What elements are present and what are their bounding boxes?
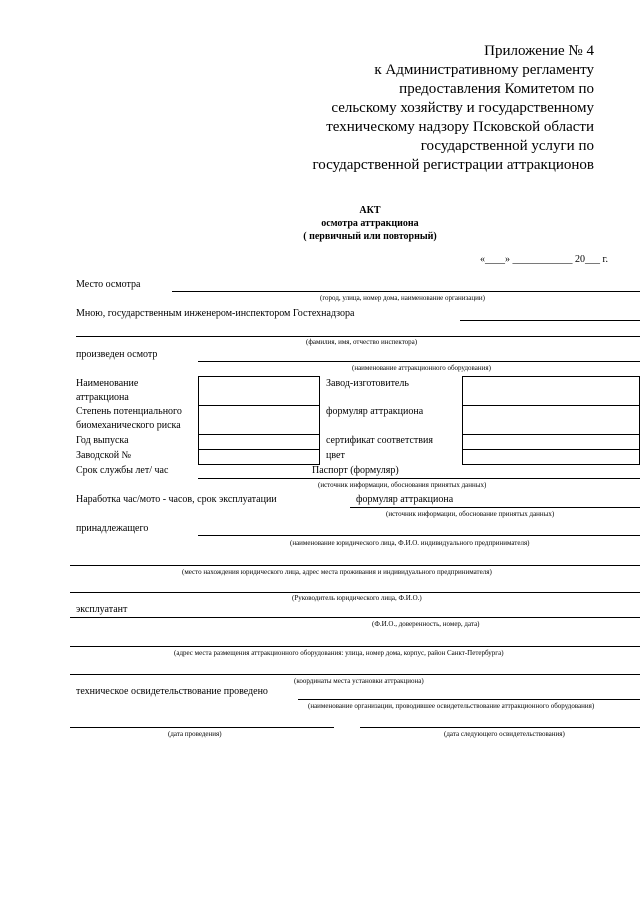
place-input-line[interactable]	[172, 291, 640, 292]
exam-input-line[interactable]	[298, 699, 640, 700]
exam-label: техническое освидетельствование проведено	[76, 686, 268, 697]
inspector-hint: (фамилия, имя, отчество инспектора)	[306, 338, 418, 346]
place-label: Место осмотра	[76, 279, 141, 290]
inspector-input-line[interactable]	[460, 320, 640, 321]
risk-box[interactable]	[198, 405, 320, 435]
manufacturer-label: Завод-изготовитель	[326, 378, 409, 389]
color-box[interactable]	[462, 449, 640, 465]
owner-label: принадлежащего	[76, 523, 149, 534]
owner-input-line[interactable]	[198, 535, 640, 536]
cert-box[interactable]	[462, 434, 640, 450]
date-next-hint: (дата следующего освидетельствования)	[444, 730, 565, 738]
date-next-line[interactable]	[360, 727, 640, 728]
serial-label: Заводской №	[76, 450, 132, 461]
source-hint-2: (источник информации, обоснование принятых данных)	[386, 510, 555, 518]
service-label: Срок службы лет/ час	[76, 465, 169, 476]
cert-label: сертификат соответствия	[326, 435, 433, 446]
name-label-2: аттракциона	[76, 392, 129, 403]
appendix-header	[174, 42, 594, 175]
passport-label: Паспорт (формуляр)	[312, 465, 399, 476]
head-hint: (Руководитель юридического лица, Ф.И.О.)	[292, 594, 422, 602]
formular-box[interactable]	[462, 405, 640, 435]
risk-label-2: биомеханического риска	[76, 420, 181, 431]
title-line: ( первичный или повторный)	[303, 231, 437, 242]
date-field[interactable]: «____» ____________ 20___ г.	[480, 254, 608, 265]
operator-input-line[interactable]	[70, 617, 640, 618]
title-line: осмотра аттракциона	[321, 218, 419, 229]
year-box[interactable]	[198, 434, 320, 450]
place-hint: (город, улица, номер дома, наименование организации)	[320, 294, 485, 302]
year-label: Год выпуска	[76, 435, 129, 446]
title-line: АКТ	[359, 205, 381, 216]
address-hint: (адрес места размещения аттракционного оборудования: улица, номер дома, корпус, район Санкт-Петербурга)	[174, 649, 504, 657]
hours-input-line[interactable]	[350, 507, 640, 508]
inspector-input-line-2[interactable]	[76, 336, 640, 337]
color-label: цвет	[326, 450, 345, 461]
hours-label: Наработка час/мото - часов, срок эксплуатации	[76, 494, 277, 505]
inspector-label: Мною, государственным инженером-инспектором Гостехнадзора	[76, 308, 355, 319]
performed-hint: (наименование аттракционного оборудования)	[352, 364, 491, 372]
head-input-line[interactable]	[70, 592, 640, 593]
header-line: Приложение № 4	[484, 43, 594, 59]
exam-hint: (наименование организации, проводившее освидетельствование аттракционного оборудования)	[308, 702, 595, 710]
risk-label: Степень потенциального	[76, 406, 182, 417]
operator-hint: (Ф.И.О., доверенность, номер, дата)	[372, 620, 480, 628]
address-input-line[interactable]	[70, 646, 640, 647]
performed-label: произведен осмотр	[76, 349, 158, 360]
date-done-line[interactable]	[70, 727, 334, 728]
header-line: государственной регистрации аттракционов	[312, 157, 594, 173]
location-hint: (место нахождения юридического лица, адрес места проживания и индивидуального предпринимателя)	[182, 568, 492, 576]
document-title	[250, 204, 490, 243]
owner-hint: (наименование юридического лица, Ф.И.О. индивидуального предпринимателя)	[290, 539, 530, 547]
formular-label-2: формуляр аттракциона	[356, 494, 454, 505]
operator-label: эксплуатант	[76, 604, 128, 615]
name-box[interactable]	[198, 376, 320, 406]
coords-input-line[interactable]	[70, 674, 640, 675]
header-line: сельскому хозяйству и государственному	[331, 100, 594, 116]
coords-hint: (координаты места установки аттракциона)	[294, 677, 424, 685]
service-input-line[interactable]	[198, 478, 640, 479]
name-label: Наименование	[76, 378, 139, 389]
header-line: государственной услуги по	[420, 138, 594, 154]
header-line: к Административному регламенту	[374, 62, 594, 78]
manufacturer-box[interactable]	[462, 376, 640, 406]
performed-input-line[interactable]	[198, 361, 640, 362]
formular-label: формуляр аттракциона	[326, 406, 424, 417]
header-line: предоставления Комитетом по	[399, 81, 594, 97]
source-hint: (источник информации, обоснования принятых данных)	[318, 481, 487, 489]
serial-box[interactable]	[198, 449, 320, 465]
date-done-hint: (дата проведения)	[168, 730, 222, 738]
location-input-line[interactable]	[70, 565, 640, 566]
header-line: техническому надзору Псковской области	[326, 119, 594, 135]
